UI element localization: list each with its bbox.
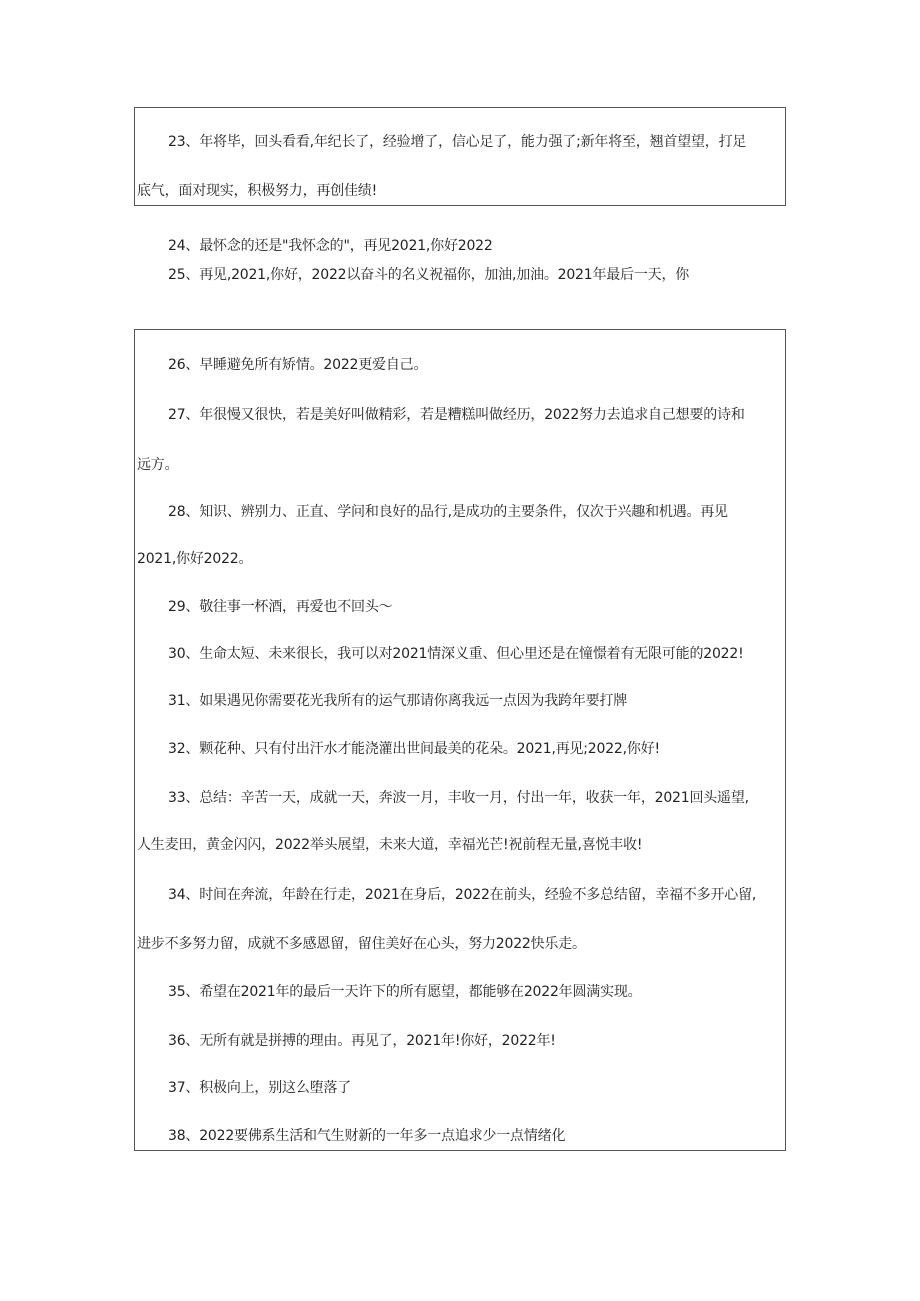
entry-36-line-1: 36、无所有就是拼搏的理由。再见了，2021年!你好，2022年! bbox=[168, 1033, 556, 1049]
entry-35-line-1: 35、希望在2021年的最后一天许下的所有愿望，都能够在2022年圆满实现。 bbox=[168, 984, 642, 1000]
entry-27-line-1: 27、年很慢又很快，若是美好叫做精彩，若是糟糕叫做经历，2022努力去追求自己想要的诗和 bbox=[168, 407, 745, 423]
entry-23-line-1: 23、年将毕，回头看看,年纪长了，经验增了，信心足了，能力强了;新年将至，翘首望望，打足 bbox=[168, 134, 747, 150]
entry-28-line-1: 28、知识、辨别力、正直、学问和良好的品行,是成功的主要条件，仅次于兴趣和机遇。再见 bbox=[168, 504, 728, 520]
entry-27-line-2: 远方。 bbox=[137, 457, 179, 473]
entry-32-line-1: 32、颗花种、只有付出汗水才能浇灌出世间最美的花朵。2021,再见;2022,你好! bbox=[168, 741, 660, 757]
entry-33-line-2: 人生麦田，黄金闪闪，2022举头展望，未来大道，幸福光芒!祝前程无量,喜悦丰收! bbox=[137, 837, 643, 853]
entry-23-line-2: 底气，面对现实，积极努力，再创佳绩! bbox=[137, 183, 378, 199]
entry-24-line-1: 24、最怀念的还是"我怀念的"，再见2021,你好2022 bbox=[168, 238, 493, 254]
entry-29-line-1: 29、敬往事一杯酒，再爱也不回头〜 bbox=[168, 599, 393, 615]
entry-31-line-1: 31、如果遇见你需要花光我所有的运气那请你离我远一点因为我跨年要打牌 bbox=[168, 693, 628, 709]
entry-34-line-2: 进步不多努力留，成就不多感恩留，留住美好在心头，努力2022快乐走。 bbox=[137, 936, 586, 952]
entry-26-line-1: 26、早睡避免所有矫情。2022更爱自己。 bbox=[168, 357, 428, 373]
entry-30-line-1: 30、生命太短、未来很长，我可以对2021情深义重、但心里还是在憧憬着有无限可能的2022! bbox=[168, 646, 744, 662]
entry-38-line-1: 38、2022要佛系生活和气生财新的一年多一点追求少一点情绪化 bbox=[168, 1128, 566, 1144]
entry-34-line-1: 34、时间在奔流，年龄在行走，2021在身后，2022在前头，经验不多总结留，幸福不多开心留, bbox=[168, 887, 757, 903]
entry-25-line-1: 25、再见,2021,你好，2022以奋斗的名义祝福你，加油,加油。2021年最后一天，你 bbox=[168, 267, 690, 283]
entry-37-line-1: 37、积极向上，别这么堕落了 bbox=[168, 1080, 352, 1096]
entry-33-line-1: 33、总结：辛苦一天，成就一天，奔波一月，丰收一月，付出一年，收获一年，2021回头遥望, bbox=[168, 790, 749, 806]
entry-28-line-2: 2021,你好2022。 bbox=[137, 551, 253, 567]
